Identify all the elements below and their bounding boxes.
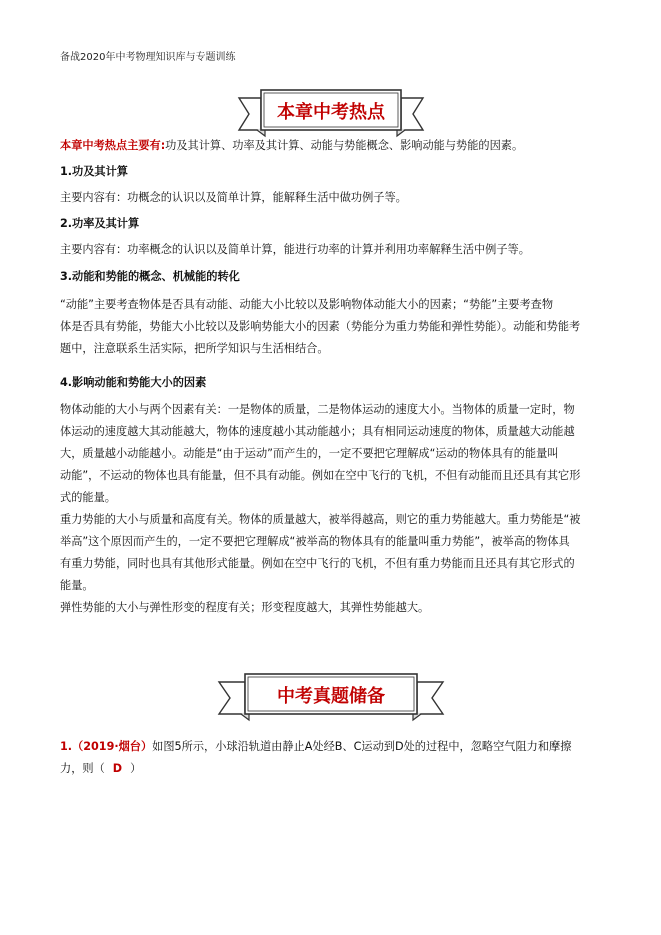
text-line: 大，质量越小动能越小。动能是“由于运动”而产生的，一定不要把它理解成“运动的物体具有的能量叫 <box>60 447 559 460</box>
text-line: 能量。 <box>60 579 94 592</box>
text-line: 物体动能的大小与两个因素有关：一是物体的质量，二是物体运动的速度大小。当物体的质量一定时，物 <box>60 403 575 416</box>
text-line: 题中，注意联系生活实际，把所学知识与生活相结合。 <box>60 342 329 355</box>
question-bracket: ） <box>130 762 142 775</box>
answer-choice: D <box>112 762 123 775</box>
text-line: 有重力势能，同时也具有其他形式能量。例如在空中飞行的飞机，不但有重力势能而且还具有其它形式的 <box>60 557 575 570</box>
text-line: “动能”主要考查物体是否具有动能、动能大小比较以及影响物体动能大小的因素；“势能”主要考查物 <box>60 298 554 311</box>
intro-lead: 本章中考热点主要有: <box>60 139 166 152</box>
text-line: 弹性势能的大小与弹性形变的程度有关；形变程度越大，其弹性势能越大。 <box>60 601 430 614</box>
text-line: 动能”，不运动的物体也具有能量，但不具有动能。例如在空中飞行的飞机，不但有动能而且还具有其它形 <box>60 469 581 482</box>
banner-title: 本章中考热点 <box>276 102 385 123</box>
question-stem-cont: 力，则（ <box>60 762 105 775</box>
page-header: 备战2020年中考物理知识库与专题训练 <box>60 52 236 63</box>
section-4-title: 4.影响动能和势能大小的因素 <box>60 376 207 389</box>
question-line <box>60 736 608 758</box>
question-line <box>60 758 608 780</box>
intro-paragraph <box>60 135 608 157</box>
text-line: 举高”这个原因而产生的，一定不要把它理解成“被举高的物体具有的能量叫重力势能”，被举高的物体具 <box>60 535 570 548</box>
section-4-body <box>60 399 608 619</box>
section-2-body: 主要内容有：功率概念的认识以及简单计算，能进行功率的计算并利用功率解释生活中例子等。 <box>60 243 530 256</box>
text-line: 式的能量。 <box>60 491 116 504</box>
banner-title: 中考真题储备 <box>276 686 385 707</box>
section-3-body <box>60 294 608 360</box>
question-stem: 如图5所示，小球沿轨道由静止A处经B、C运动到D处的过程中，忽略空气阻力和摩擦 <box>152 740 572 753</box>
text-line: 重力势能的大小与质量和高度有关。物体的质量越大，被举得越高，则它的重力势能越大。重力势能是“被 <box>60 513 581 526</box>
question-number: 1.（2019·烟台） <box>60 740 153 753</box>
text-line: 体运动的速度越大其动能越大，物体的速度越小其动能越小；具有相同运动速度的物体，质量越大动能越 <box>60 425 575 438</box>
banner-scroll-graphic <box>211 668 451 728</box>
intro-text: 功及其计算、功率及其计算、动能与势能概念、影响动能与势能的因素。 <box>165 139 524 152</box>
section-1-title: 1.功及其计算 <box>60 165 128 178</box>
text-line: 体是否具有势能，势能大小比较以及影响势能大小的因素（势能分为重力势能和弹性势能）。动能和势能考 <box>60 320 581 333</box>
question-1 <box>60 736 608 780</box>
section-1-body: 主要内容有：功概念的认识以及简单计算，能解释生活中做功例子等。 <box>60 191 407 204</box>
section-banner <box>0 668 661 728</box>
section-3-title: 3.动能和势能的概念、机械能的转化 <box>60 270 240 283</box>
section-2-title: 2.功率及其计算 <box>60 217 140 230</box>
